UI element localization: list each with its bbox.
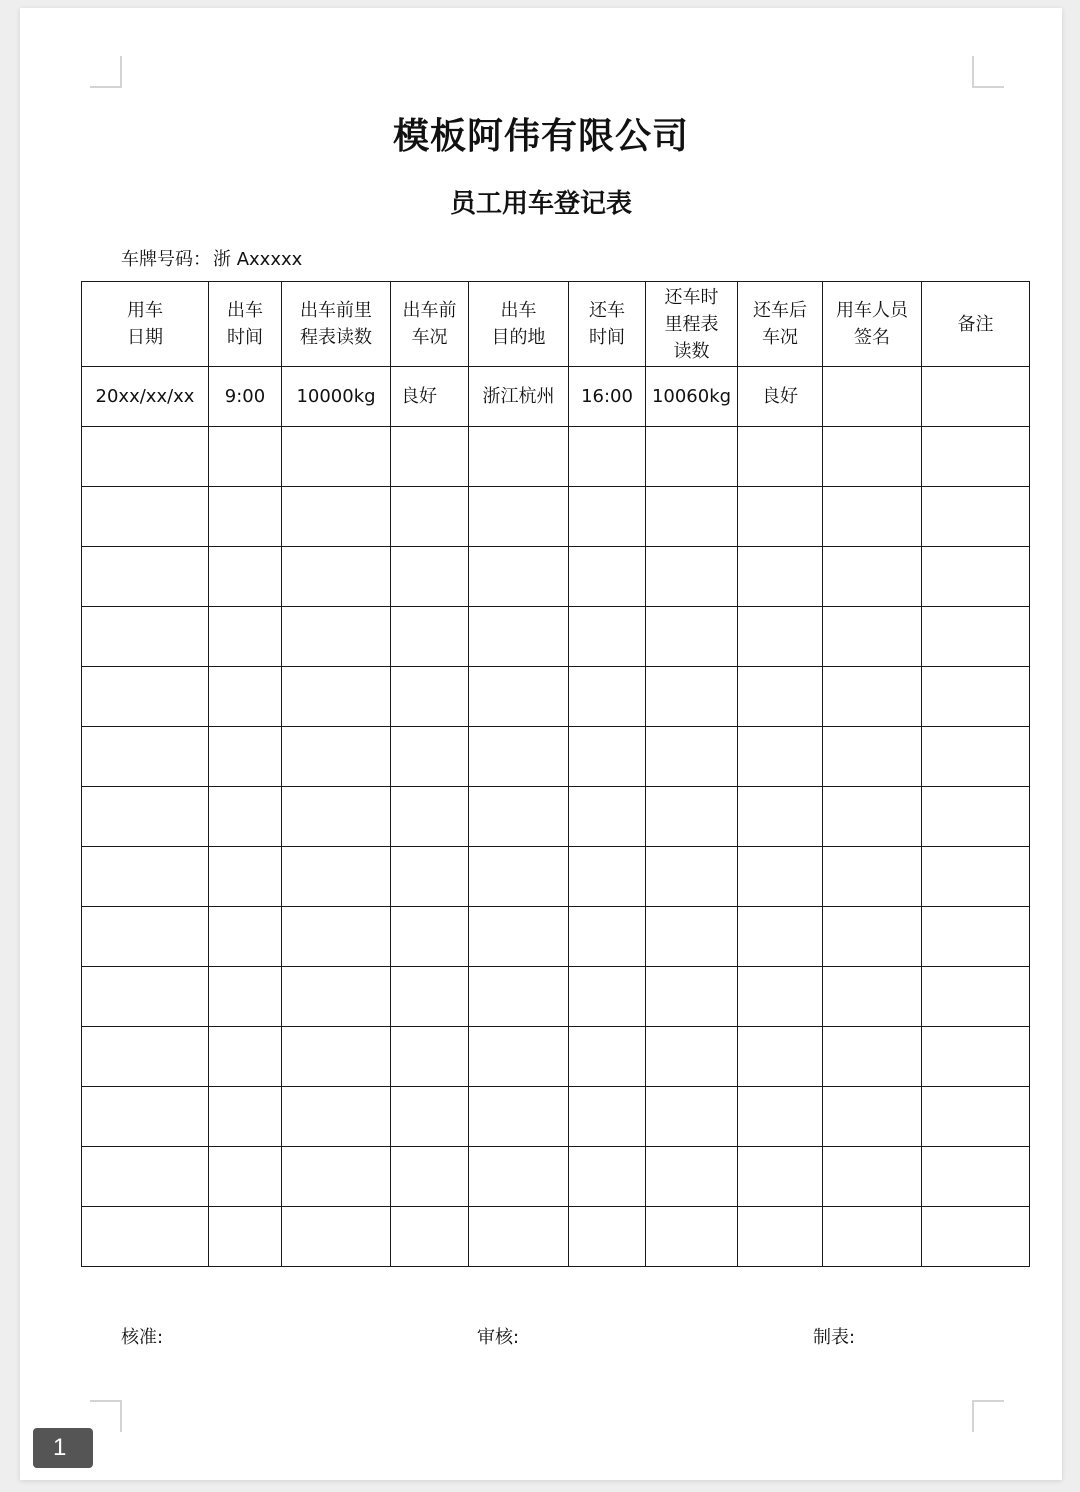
table-cell[interactable] <box>391 847 469 907</box>
table-cell[interactable] <box>823 667 922 727</box>
table-cell[interactable] <box>209 1147 282 1207</box>
table-row <box>82 787 1030 847</box>
table-cell[interactable] <box>922 907 1030 967</box>
table-row <box>82 1147 1030 1207</box>
table-cell[interactable] <box>738 1207 823 1267</box>
table-cell[interactable] <box>282 1147 391 1207</box>
table-cell[interactable] <box>922 547 1030 607</box>
table-cell[interactable] <box>391 907 469 967</box>
column-header-line: 目的地 <box>491 327 546 348</box>
table-cell[interactable] <box>823 547 922 607</box>
table-cell[interactable] <box>82 727 209 787</box>
table-cell[interactable] <box>738 1087 823 1147</box>
table-cell[interactable] <box>646 847 738 907</box>
table-cell[interactable] <box>469 1207 569 1267</box>
column-header-line: 出车 <box>227 300 263 321</box>
table-cell[interactable] <box>569 607 646 667</box>
table-cell[interactable] <box>82 1147 209 1207</box>
table-body <box>82 367 1030 1267</box>
table-cell[interactable] <box>469 1147 569 1207</box>
header-row <box>82 282 1030 367</box>
column-header-line: 车况 <box>762 327 798 348</box>
company-name: 模板阿伟有限公司 <box>392 116 689 157</box>
table-cell[interactable] <box>391 1147 469 1207</box>
table-cell[interactable] <box>646 1147 738 1207</box>
table-cell[interactable] <box>646 967 738 1027</box>
table-cell[interactable]: 浙江杭州 <box>469 367 569 427</box>
preparer-label: 制表: <box>813 1327 856 1348</box>
table-row <box>82 667 1030 727</box>
crop-mark-top-left <box>90 56 122 88</box>
table-cell[interactable] <box>823 1147 922 1207</box>
table-cell[interactable] <box>209 547 282 607</box>
column-header-line: 还车时 <box>664 286 719 308</box>
table-cell[interactable] <box>738 427 823 487</box>
vehicle-log-table <box>81 281 1030 1267</box>
table-cell[interactable] <box>646 487 738 547</box>
table-cell[interactable] <box>823 727 922 787</box>
table-cell[interactable] <box>823 907 922 967</box>
table-cell[interactable] <box>469 547 569 607</box>
table-cell[interactable] <box>738 1147 823 1207</box>
column-header <box>922 282 1030 367</box>
table-row <box>82 907 1030 967</box>
table-cell[interactable] <box>391 727 469 787</box>
table-cell[interactable] <box>823 607 922 667</box>
column-header <box>82 282 209 367</box>
table-cell[interactable] <box>823 427 922 487</box>
table-cell[interactable]: 20xx/xx/xx <box>82 367 209 427</box>
table-cell[interactable]: 良好 <box>391 367 469 427</box>
table-cell[interactable] <box>82 1207 209 1267</box>
table-cell[interactable] <box>738 1027 823 1087</box>
column-header-line: 读数 <box>673 340 710 362</box>
form-title: 员工用车登记表 <box>449 189 632 219</box>
table-cell[interactable] <box>469 967 569 1027</box>
table-cell[interactable] <box>469 487 569 547</box>
table-cell[interactable] <box>469 427 569 487</box>
table-cell[interactable] <box>738 727 823 787</box>
table-cell[interactable] <box>823 847 922 907</box>
table-cell[interactable] <box>569 1087 646 1147</box>
table-cell[interactable] <box>569 847 646 907</box>
table-cell[interactable] <box>738 907 823 967</box>
table-cell[interactable] <box>282 427 391 487</box>
table-cell[interactable] <box>209 787 282 847</box>
column-header-line: 出车前里 <box>300 300 372 321</box>
table-cell[interactable] <box>569 427 646 487</box>
table-cell[interactable] <box>569 787 646 847</box>
table-cell[interactable] <box>646 607 738 667</box>
table-cell[interactable] <box>922 1087 1030 1147</box>
table-cell[interactable] <box>391 427 469 487</box>
table-cell[interactable] <box>469 727 569 787</box>
table-cell[interactable] <box>209 967 282 1027</box>
approve-label: 核准: <box>121 1327 164 1348</box>
license-plate <box>121 245 302 271</box>
table-cell[interactable]: 10060kg <box>646 367 738 427</box>
table-cell[interactable] <box>823 1027 922 1087</box>
column-header-line: 出车 <box>500 300 537 321</box>
table-cell[interactable] <box>823 787 922 847</box>
table-cell[interactable] <box>738 667 823 727</box>
table-cell[interactable] <box>209 727 282 787</box>
table-cell[interactable] <box>82 427 209 487</box>
crop-mark-bottom-left <box>90 1400 122 1432</box>
table-cell[interactable] <box>738 787 823 847</box>
table-cell[interactable] <box>922 607 1030 667</box>
table-cell[interactable] <box>823 1087 922 1147</box>
column-header <box>469 282 569 367</box>
table-cell[interactable] <box>391 487 469 547</box>
table-cell[interactable] <box>391 1027 469 1087</box>
table-cell[interactable] <box>469 1027 569 1087</box>
table-cell[interactable] <box>922 1207 1030 1267</box>
table-cell[interactable] <box>469 607 569 667</box>
table-cell[interactable] <box>282 727 391 787</box>
table-cell[interactable] <box>209 427 282 487</box>
table-row <box>82 547 1030 607</box>
table-cell[interactable] <box>569 1027 646 1087</box>
table-cell[interactable] <box>922 1027 1030 1087</box>
table-cell[interactable] <box>569 967 646 1027</box>
column-header <box>646 282 738 367</box>
review-label: 审核: <box>477 1327 520 1348</box>
table-row <box>82 367 1030 427</box>
column-header <box>569 282 646 367</box>
table-cell[interactable]: 10000kg <box>282 367 391 427</box>
table-cell[interactable] <box>646 907 738 967</box>
table-cell[interactable] <box>922 847 1030 907</box>
table-row <box>82 427 1030 487</box>
table-cell[interactable] <box>82 667 209 727</box>
table-cell[interactable] <box>738 547 823 607</box>
column-header-line: 车况 <box>411 327 448 348</box>
table-cell[interactable] <box>391 607 469 667</box>
column-header-line: 时间 <box>227 327 263 348</box>
table-row <box>82 487 1030 547</box>
table-cell[interactable] <box>922 787 1030 847</box>
table-cell[interactable] <box>823 967 922 1027</box>
table-cell[interactable] <box>209 1027 282 1087</box>
table-cell[interactable] <box>922 667 1030 727</box>
table-cell[interactable] <box>209 847 282 907</box>
table-cell[interactable] <box>646 787 738 847</box>
table-row <box>82 1087 1030 1147</box>
table-cell[interactable] <box>391 547 469 607</box>
table-cell[interactable] <box>469 1087 569 1147</box>
table-cell[interactable] <box>738 607 823 667</box>
table-cell[interactable] <box>391 967 469 1027</box>
table-cell[interactable] <box>646 1027 738 1087</box>
table-cell[interactable] <box>569 727 646 787</box>
table-row <box>82 1027 1030 1087</box>
table-cell[interactable] <box>282 967 391 1027</box>
table-cell[interactable] <box>282 787 391 847</box>
plate-label: 车牌号码： <box>121 249 211 270</box>
table-cell[interactable] <box>646 727 738 787</box>
table-cell[interactable] <box>209 907 282 967</box>
table-cell[interactable] <box>469 847 569 907</box>
table-cell[interactable] <box>82 907 209 967</box>
crop-mark-top-right <box>972 56 1004 88</box>
table-cell[interactable] <box>82 607 209 667</box>
table-cell[interactable] <box>282 1087 391 1147</box>
table-cell[interactable] <box>282 847 391 907</box>
document-page <box>20 8 1062 1480</box>
table-cell[interactable] <box>922 967 1030 1027</box>
table-cell[interactable] <box>922 727 1030 787</box>
table-cell[interactable] <box>646 667 738 727</box>
column-header <box>391 282 469 367</box>
table-cell[interactable] <box>209 1207 282 1267</box>
table-cell[interactable] <box>82 787 209 847</box>
table-cell[interactable] <box>209 667 282 727</box>
column-header-line: 还车 <box>589 300 625 321</box>
page-number-indicator[interactable]: 1 <box>33 1428 93 1468</box>
table-cell[interactable] <box>209 1087 282 1147</box>
table-cell[interactable] <box>569 1207 646 1267</box>
table-cell[interactable] <box>82 1027 209 1087</box>
table-cell[interactable] <box>282 487 391 547</box>
table-cell[interactable] <box>282 667 391 727</box>
table-cell[interactable] <box>738 487 823 547</box>
table-cell[interactable] <box>82 547 209 607</box>
table-cell[interactable] <box>391 787 469 847</box>
table-cell[interactable] <box>282 1027 391 1087</box>
table-cell[interactable] <box>823 1207 922 1267</box>
column-header <box>823 282 922 367</box>
table-cell[interactable] <box>469 907 569 967</box>
table-cell[interactable] <box>569 667 646 727</box>
table-cell[interactable] <box>209 487 282 547</box>
column-header-line: 时间 <box>589 327 625 348</box>
table-cell[interactable] <box>823 367 922 427</box>
table-cell[interactable] <box>282 1207 391 1267</box>
table-cell[interactable] <box>391 667 469 727</box>
table-cell[interactable] <box>569 547 646 607</box>
column-header-line: 出车前 <box>402 300 457 321</box>
table-cell[interactable] <box>282 547 391 607</box>
table-cell[interactable] <box>569 907 646 967</box>
table-row <box>82 607 1030 667</box>
column-header-line: 备注 <box>957 313 994 335</box>
table-cell[interactable] <box>569 1147 646 1207</box>
table-row <box>82 727 1030 787</box>
table-cell[interactable] <box>922 427 1030 487</box>
crop-mark-bottom-right <box>972 1400 1004 1432</box>
table-cell[interactable] <box>646 1087 738 1147</box>
table-cell[interactable]: 良好 <box>738 367 823 427</box>
table-cell[interactable] <box>282 907 391 967</box>
column-header-line: 里程表 <box>664 313 719 335</box>
column-header <box>282 282 391 367</box>
column-header <box>209 282 282 367</box>
table-cell[interactable] <box>282 607 391 667</box>
table-cell[interactable] <box>391 1207 469 1267</box>
table-cell[interactable] <box>646 427 738 487</box>
table-cell[interactable] <box>569 487 646 547</box>
table-cell[interactable] <box>823 487 922 547</box>
table-cell[interactable]: 16:00 <box>569 367 646 427</box>
table-cell[interactable] <box>82 967 209 1027</box>
column-header-line: 还车后 <box>753 300 807 321</box>
table-cell[interactable] <box>646 1207 738 1267</box>
table-row <box>82 847 1030 907</box>
table-cell[interactable] <box>82 847 209 907</box>
column-header <box>738 282 823 367</box>
column-header-line: 用车 <box>127 300 163 321</box>
table-cell[interactable] <box>469 787 569 847</box>
table-cell[interactable]: 9:00 <box>209 367 282 427</box>
table-cell[interactable] <box>738 967 823 1027</box>
column-header-line: 签名 <box>854 327 890 348</box>
table-cell[interactable] <box>469 667 569 727</box>
table-row <box>82 967 1030 1027</box>
table-cell[interactable] <box>922 367 1030 427</box>
column-header-line: 日期 <box>127 327 163 348</box>
table-cell[interactable] <box>922 1147 1030 1207</box>
table-cell[interactable] <box>391 1087 469 1147</box>
column-header-line: 用车人员 <box>836 300 908 321</box>
table-cell[interactable] <box>738 847 823 907</box>
table-cell[interactable] <box>922 487 1030 547</box>
table-cell[interactable] <box>82 1087 209 1147</box>
column-header-line: 程表读数 <box>300 327 372 348</box>
table-cell[interactable] <box>209 607 282 667</box>
plate-value: 浙 Axxxxx <box>213 249 303 270</box>
table-row <box>82 1207 1030 1267</box>
table-cell[interactable] <box>82 487 209 547</box>
table-cell[interactable] <box>646 547 738 607</box>
